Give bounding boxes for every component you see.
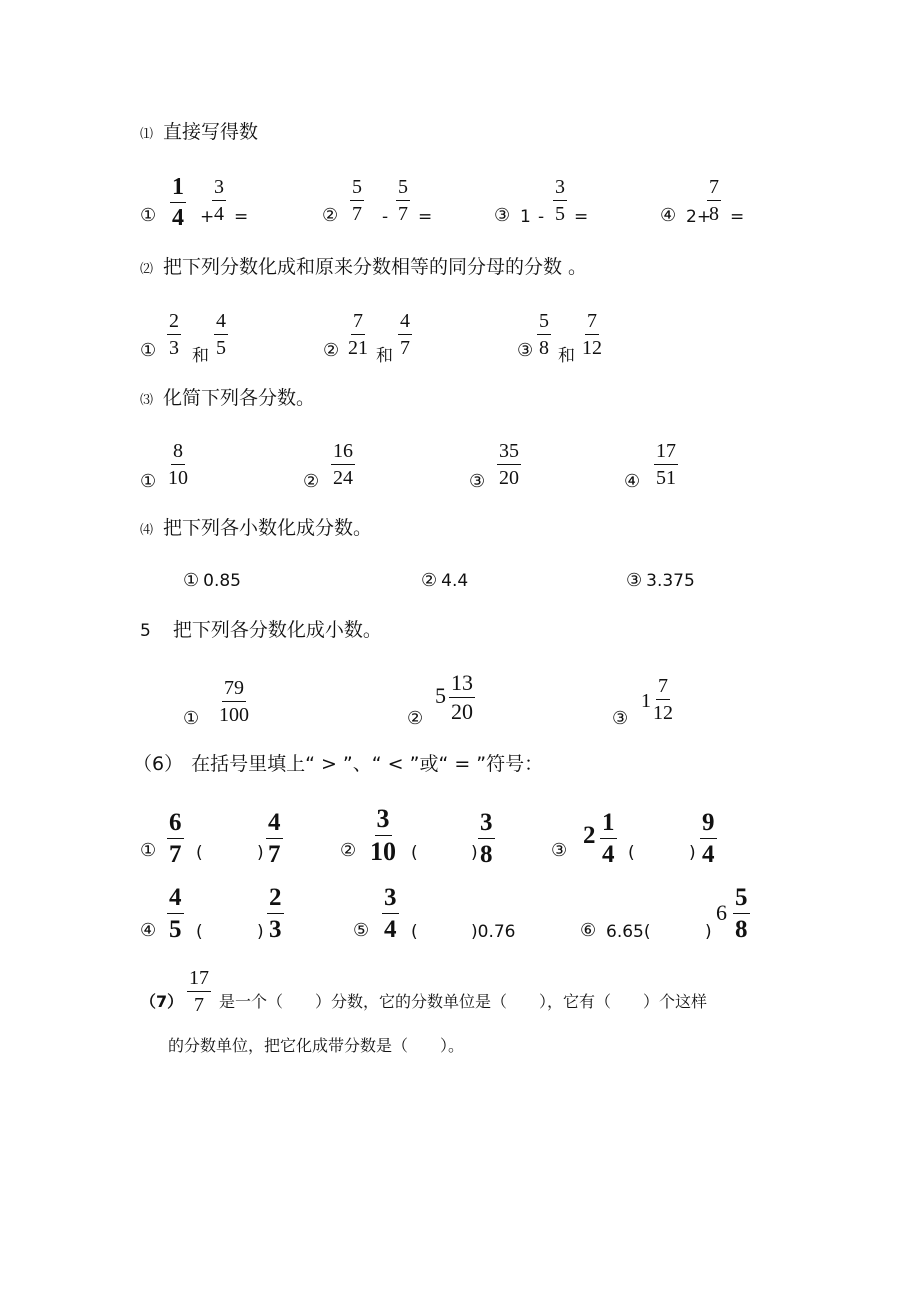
s2-label-1: ① (140, 340, 157, 361)
fraction: $\frac{3}{4}$ (214, 176, 224, 225)
fraction: $\frac{3}{8}$ (480, 809, 493, 868)
fraction: $\frac{7}{12}$ (653, 675, 673, 724)
fraction: $\frac{17}{51}$ (656, 440, 676, 489)
s1-label-2: ② (322, 205, 339, 226)
question-7-line-2: 的分数单位，把它化成带分数是（ ）。 (168, 1036, 465, 1055)
whole-number: 6 (716, 900, 727, 925)
right-paren: ) (705, 922, 712, 942)
s4-item-3: ③ 3.375 (626, 570, 695, 591)
left-paren: ( (196, 843, 203, 863)
fraction: $\frac{5}{7}$ (398, 176, 408, 225)
s1-label-1: ① (140, 205, 157, 226)
equals-sign: = (574, 207, 589, 227)
s6-label-6: ⑥ (580, 920, 597, 941)
equals-sign: = (234, 207, 249, 227)
and-word: 和 (376, 346, 393, 366)
left-paren: ( (411, 843, 418, 863)
comparison-value: 6.65( (606, 922, 651, 942)
s3-label-2: ② (303, 471, 320, 492)
section-5-heading: 5 把下列各分数化成小数。 (140, 619, 382, 641)
s5-label-3: ③ (612, 708, 629, 729)
left-paren: ( (196, 922, 203, 942)
whole-number: 1 (641, 690, 651, 712)
right-paren: ) (257, 922, 264, 942)
s1-label-3: ③ (494, 205, 511, 226)
fraction: $\frac{8}{10}$ (168, 440, 188, 489)
right-paren: ) (689, 843, 696, 863)
fraction: $\frac{13}{20}$ (451, 670, 473, 724)
left-paren: ( (411, 922, 418, 942)
s1-label-4: ④ (660, 205, 677, 226)
whole-number: 2 (583, 822, 596, 849)
fraction: $\frac{5}{7}$ (352, 176, 362, 225)
fraction: $\frac{3}{4}$ (384, 884, 397, 943)
plus-sign: + (200, 207, 215, 227)
whole-number: 5 (435, 683, 446, 708)
fraction: $\frac{1}{4}$ (172, 174, 184, 231)
fraction: $\frac{35}{20}$ (499, 440, 519, 489)
right-paren: ) (257, 843, 264, 863)
fraction: $\frac{3}{10}$ (370, 804, 396, 866)
section-6-heading: （6） 在括号里填上“ > ”、“ < ”或“ = ”符号： (133, 753, 544, 775)
s3-label-3: ③ (469, 471, 486, 492)
fraction: $\frac{4}{7}$ (400, 310, 410, 359)
fraction: $\frac{4}{5}$ (169, 884, 182, 943)
s6-label-2: ② (340, 840, 357, 861)
s5-label-1: ① (183, 708, 200, 729)
fraction: $\frac{4}{7}$ (268, 809, 281, 868)
section-4-heading: ⑷ 把下列各小数化成分数。 (140, 517, 373, 539)
equals-sign: = (730, 207, 745, 227)
fraction: $\frac{17}{7}$ (189, 967, 209, 1016)
comparison-value: )0.76 (471, 922, 516, 942)
s6-label-3: ③ (551, 840, 568, 861)
s3-label-4: ④ (624, 471, 641, 492)
fraction: $\frac{6}{7}$ (169, 809, 182, 868)
fraction: $\frac{9}{4}$ (702, 809, 715, 868)
and-word: 和 (192, 346, 209, 366)
s4-item-2: ② 4.4 (421, 570, 469, 591)
s5-label-2: ② (407, 708, 424, 729)
fraction: $\frac{79}{100}$ (219, 677, 249, 726)
fraction: $\frac{16}{24}$ (333, 440, 353, 489)
section-1-heading: ⑴ 直接写得数 (140, 121, 259, 143)
fraction: $\frac{4}{5}$ (216, 310, 226, 359)
section-3-heading: ⑶ 化简下列各分数。 (140, 387, 316, 409)
fraction: $\frac{5}{8}$ (539, 310, 549, 359)
fraction: $\frac{3}{5}$ (555, 176, 565, 225)
fraction: $\frac{7}{8}$ (709, 176, 719, 225)
minus-sign: - (382, 207, 389, 227)
section-2-heading: ⑵ 把下列分数化成和原来分数相等的同分母的分数 。 (140, 256, 588, 278)
section-7-number: （7） (140, 992, 184, 1011)
and-word: 和 (558, 346, 575, 366)
equals-sign: = (418, 207, 433, 227)
s6-label-5: ⑤ (353, 920, 370, 941)
left-paren: ( (628, 843, 635, 863)
question-7-line-1: 是一个（ ）分数，它的分数单位是（ ），它有（ ）个这样 (219, 992, 708, 1011)
fraction: $\frac{2}{3}$ (269, 884, 282, 943)
right-paren: ) (471, 843, 478, 863)
s2-label-2: ② (323, 340, 340, 361)
fraction: $\frac{2}{3}$ (169, 310, 179, 359)
s3-label-1: ① (140, 471, 157, 492)
fraction: $\frac{1}{4}$ (602, 809, 615, 868)
fraction: $\frac{7}{21}$ (348, 310, 368, 359)
s6-label-4: ④ (140, 920, 157, 941)
whole-number: 1 (520, 207, 531, 227)
minus-sign: - (538, 207, 545, 227)
whole-plus: 2+ (686, 207, 712, 227)
s2-label-3: ③ (517, 340, 534, 361)
s4-item-1: ① 0.85 (183, 570, 241, 591)
fraction: $\frac{7}{12}$ (582, 310, 602, 359)
s6-label-1: ① (140, 840, 157, 861)
fraction: $\frac{5}{8}$ (735, 884, 748, 943)
